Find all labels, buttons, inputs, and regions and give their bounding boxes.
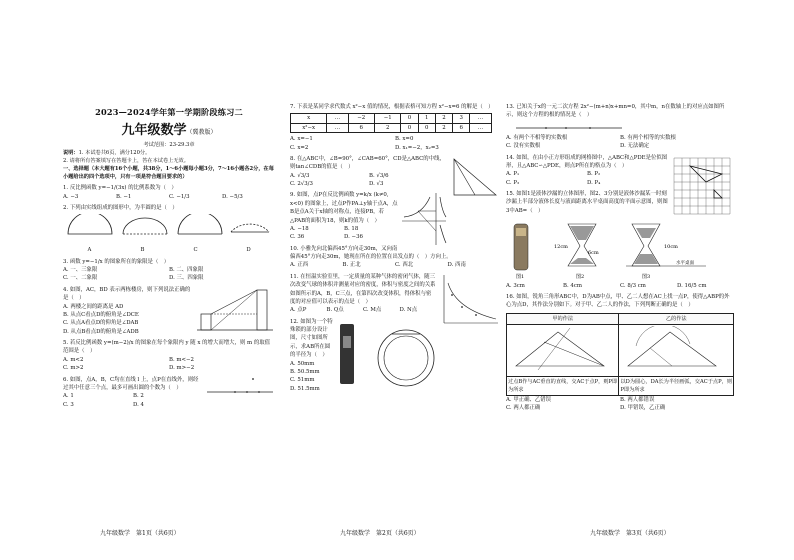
table-label: 水平桌面 [676, 260, 694, 266]
method-desc-right: 以D为圆心，DA长为半径画弧，交AC于点P，则P即为所求 [619, 376, 734, 395]
page-footer-1: 九年级数学 第1页（共6页） [100, 530, 180, 537]
column-2 [290, 100, 500, 540]
question-13: 13. 已知关于x的一元二次方程 2x²−(m+n)x+mn=0，其中m，n在数轴上的对应点如图所示，则这个方程的根的情况是（ ） A. 有两个不相等的实数根 B. 有两个相等的实数根 C. 没有实数根 D. 无法确定 [506, 104, 725, 150]
density-graph [438, 273, 500, 329]
method-figure-right [619, 324, 734, 376]
building-figure [195, 286, 275, 334]
question-12: 12. 如图为一个特殊锁的部分设计图，尺寸如图所示，求AB所在圆的半径为（ ） A. 50mm B. 50.5mm C. 51mm D. 51.5mm [290, 318, 500, 393]
hyperbola-figure [400, 191, 448, 247]
section-title: 一、选择题（本大题有16个小题，共38分，1～6小题每小题3分，7～16小题各2分，在每小题给出的四个选项中，只有一项是符合题目要求的） [63, 166, 274, 181]
notes: 说明：1. 本试卷共6页，满分120分。 2. 请将所有答案填写在答题卡上，答在本试卷上无效。 [63, 149, 189, 164]
lock-figure [336, 318, 436, 388]
question-7: 7. 下表是某同学求代数式 x²−x 值的情况，根据表格可知方程 x²−x=6 的解是（ ） x … −2 −1 0 1 2 3 … x²−x … 6 2 0 0 2 6 … A. x=−1 B. x=0 C. x=2 D. x₁=−2，x₂=3 [290, 104, 494, 151]
number-line [506, 122, 626, 132]
question-10: 10. 小雅先向北偏西45°方向走30m，又向南偏西45°方向走30m，她现在所在的位置在出发点的（ ）方向上。 A. 正西 B. 正北 C. 西北 D. 西南 [290, 245, 466, 269]
page-footer-3: 九年级数学 第3页（共6页） [590, 530, 670, 537]
fig2-mid-label: 6cm [588, 249, 599, 256]
subject-title: 九年级数学（冀教版） [121, 122, 217, 138]
yi-construction [620, 326, 726, 372]
fig2-label: 图2 [576, 273, 585, 280]
jia-construction [508, 326, 614, 372]
line-points-figure [205, 376, 275, 396]
question-5: 5. 若反比例函数 y=(m−2)/x 的图象在每个象限内 y 随 x 的增大而增大，则 m 的取值范围是（ ） A. m<2 B. m<−2 C. m>2 D. m>−2 [63, 340, 270, 372]
exam-header [63, 106, 275, 149]
question-3: 3. 函数 y=−1/x 的图象所在的象限是（ ） A. 一、三象限 B. 二、四象限 C. 一、二象限 D. 三、四象限 [63, 258, 204, 282]
triangle-figure [450, 155, 500, 199]
question-8: 8. 在△ABC中，∠B=90°，∠CAB=60°，CD是△ABC的中线，则tan∠CDB的值是（ ） A. √3/3 B. √3/6 C. 2√3/3 D. √3 [290, 155, 500, 189]
exam-scope: 考试范围：23-29.3章 [143, 141, 195, 148]
method-desc-left: 过点B作与AC垂直的直线，交AC于点P，则P即为所求 [507, 376, 619, 395]
column-1 [63, 100, 275, 540]
fig3-label: 图3 [642, 273, 651, 280]
question-15: 15. 如图1是液体沙漏的立体图形，图2、3分别是液体沙漏某一时刻沙漏上半部分液体长度与液面距离水平桌面高度的平面示意图，则图3中AB=（ ） 图1 12cm 6cm 图2 10cm 水平桌面 图3 A. 3cm B. 4cm C. 8/3 cm D. 16/5 cm [506, 190, 734, 290]
question-2: 2. 下列由实线组成的图形中，为半圆的是（ ） A B C D [63, 204, 275, 255]
method-figure-left [507, 324, 619, 376]
semicircle-figures [63, 214, 273, 244]
fig2-height-label: 12cm [554, 243, 568, 250]
question-6: 6. 如图，点A，B，C均在直线 l 上，点P在直线外，则经过其中任意三个点，最多可画出圆的个数为（ ） A. 1 B. 2 C. 3 D. 4 [63, 376, 275, 410]
hourglass-figures [506, 218, 732, 280]
question-4: 4. 如图，AC，BD 表示两栋楼房，则下列说法正确的是（ ） A. 两楼之间的距离是 AD B. 从点C看点D的俯角是∠DCE C. 从点A看点D的仰角是∠DAB D. 从点B看点D的俯角是∠ADB [63, 286, 275, 336]
question-14: 14. 如图，在由小正方形组成的网格图中，△ABC和△PDE是位似图形，且△ABC∽△PDE，则点P所在的格点为（ ） A. P₁ B. P₂ C. P₃ D. P₄ [506, 154, 734, 188]
method-head-right: 乙的作法 [619, 313, 734, 324]
question-1: 1. 反比例函数 y=−1/(3x) 的比例系数为（ ） A. −3 B. −1 C. −1/3 D. −5/3 [63, 185, 243, 200]
year-title: 2023—2024学年第一学期阶段练习二 [95, 107, 243, 117]
value-table: x … −2 −1 0 1 2 3 … x²−x … 6 2 0 0 2 6 … [290, 113, 492, 133]
column-3 [506, 100, 734, 540]
page-footer-2: 九年级数学 第2页（共6页） [340, 530, 420, 537]
fig3-height-label: 10cm [664, 243, 678, 250]
question-11: 11. 在恒温实验室里，一定质量的某种气体的密闭气体，随三次改变气球的体积并测量对应的密度，体积与密度之间的关系如图所示的A，B，C三点，在第四次改变体积，得体积与密度的对应值可以表示的点是（ ） A. 点P B. Q点 C. M点 D. N点 [290, 273, 500, 315]
method-table [506, 313, 734, 396]
grid-figure [670, 154, 734, 218]
method-head-left: 甲的作法 [507, 313, 619, 324]
question-9: 9. 如图，点P在反比例函数 y=k/x (k≠0, x<0) 的图象上，过点P作PA⊥y轴于点A，点B是点A关于x轴的对称点，连接PB，若△PAB的面积为18，则k的值为（ ） A. −18 B. 18 C. 36 D. −36 [290, 191, 500, 241]
question-16: 16. 如图，锐角三角形ABC中，D为AB中点，甲、乙二人想在AC上找一点P，使得△ABP的外心为点D，其作法分别如下。对于甲、乙二人的作法，下列判断正确的是（ ） 甲的作法 乙的作法 过点B作与AC垂直的直线，交AC于点P，则P即为所求 以D为圆心，DA长为半径画弧，交AC于点P，则P即为所求 A. 甲正确、乙错误 B. 两人都错误 C. 两人都正确 D. 甲错误，乙正确 [506, 293, 734, 413]
fig1-label: 图1 [516, 273, 525, 280]
